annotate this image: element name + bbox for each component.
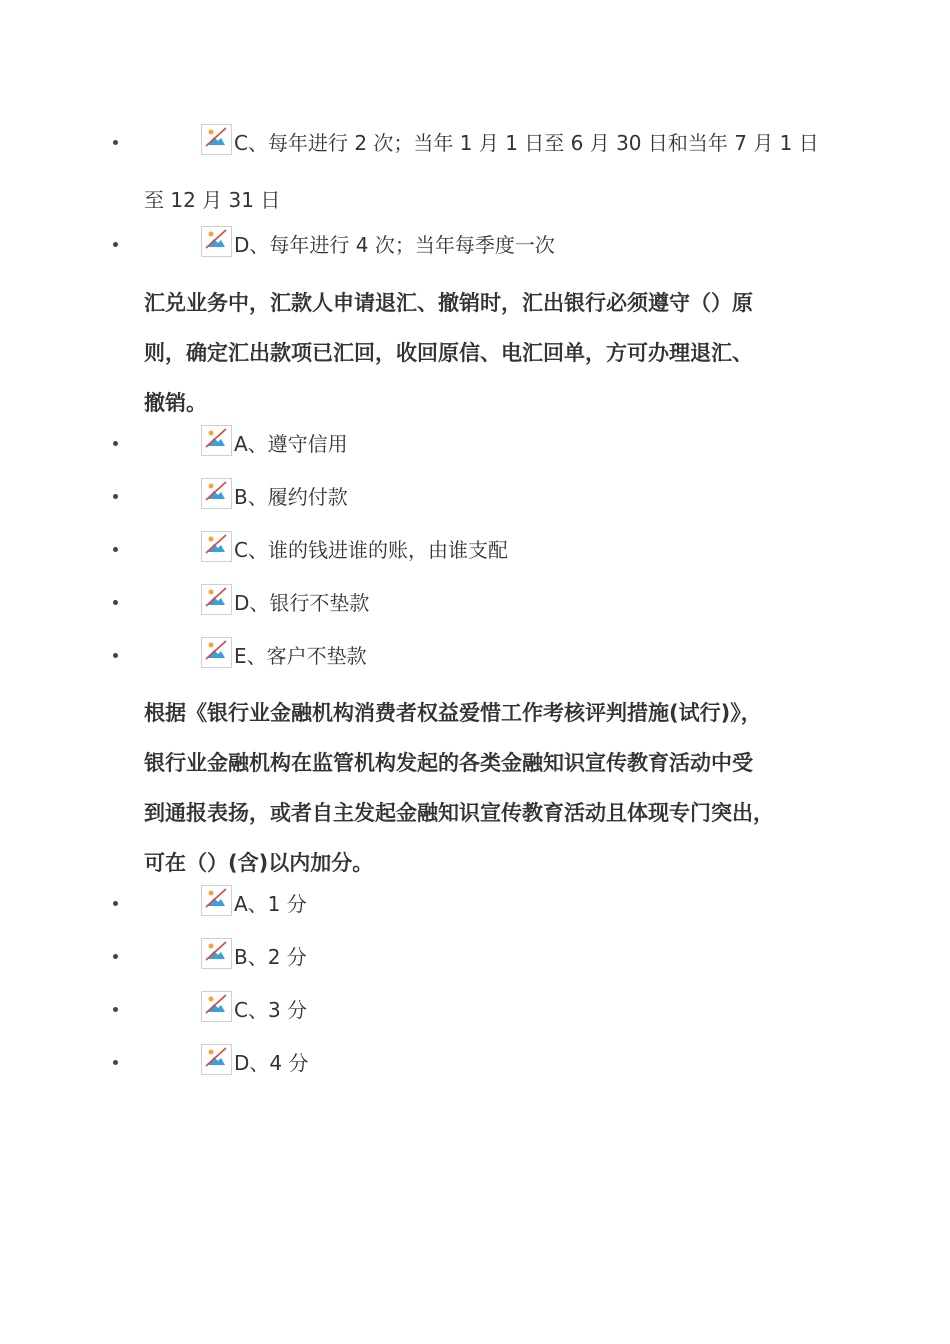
- question-line: 到通报表扬，或者自主发起金融知识宣传教育活动且体现专门突出，: [144, 801, 774, 825]
- option-text: A、遵守信用: [234, 432, 348, 456]
- broken-image-icon: [201, 425, 232, 456]
- list-item: [0, 226, 950, 266]
- broken-image-icon: [201, 531, 232, 562]
- bullet-dot: [113, 901, 118, 906]
- list-item: [0, 425, 950, 465]
- broken-image-icon: [201, 637, 232, 668]
- broken-image-icon: [201, 124, 232, 155]
- bullet-dot: [113, 441, 118, 446]
- broken-image-icon: [201, 885, 232, 916]
- broken-image-icon: [201, 584, 232, 615]
- bullet-dot: [113, 954, 118, 959]
- question-line: 根据《银行业金融机构消费者权益爱惜工作考核评判措施(试行)》，: [144, 701, 762, 725]
- option-text-continuation: 至 12 月 31 日: [144, 188, 281, 212]
- broken-image-icon: [201, 478, 232, 509]
- option-text: C、3 分: [234, 998, 308, 1022]
- question-text: [144, 688, 824, 888]
- list-item: [0, 637, 950, 677]
- list-item: [0, 531, 950, 571]
- bullet-dot: [113, 547, 118, 552]
- list-item: [0, 991, 950, 1031]
- question-line: 撤销。: [144, 391, 207, 415]
- bullet-dot: [113, 242, 118, 247]
- question-text: [144, 278, 824, 428]
- option-text: B、2 分: [234, 945, 307, 969]
- bullet-dot: [113, 140, 118, 145]
- list-item: [0, 124, 950, 164]
- list-item: [0, 938, 950, 978]
- question-line: 银行业金融机构在监管机构发起的各类金融知识宣传教育活动中受: [144, 751, 753, 775]
- broken-image-icon: [201, 1044, 232, 1075]
- list-item: [0, 1044, 950, 1084]
- option-text: A、1 分: [234, 892, 307, 916]
- question-line: 可在（）(含)以内加分。: [144, 851, 374, 875]
- broken-image-icon: [201, 991, 232, 1022]
- list-item: [0, 478, 950, 518]
- option-text: C、谁的钱进谁的账，由谁支配: [234, 538, 508, 562]
- option-text: D、每年进行 4 次；当年每季度一次: [234, 233, 555, 257]
- list-item: [0, 584, 950, 624]
- option-text: D、银行不垫款: [234, 591, 370, 615]
- bullet-dot: [113, 1007, 118, 1012]
- bullet-dot: [113, 494, 118, 499]
- option-text: B、履约付款: [234, 485, 348, 509]
- list-item: [0, 885, 950, 925]
- bullet-dot: [113, 1060, 118, 1065]
- bullet-dot: [113, 653, 118, 658]
- broken-image-icon: [201, 938, 232, 969]
- bullet-dot: [113, 600, 118, 605]
- broken-image-icon: [201, 226, 232, 257]
- option-text: C、每年进行 2 次；当年 1 月 1 日至 6 月 30 日和当年 7 月 1 日: [234, 131, 819, 155]
- option-text: D、4 分: [234, 1051, 309, 1075]
- question-line: 汇兑业务中，汇款人申请退汇、撤销时，汇出银行必须遵守（）原: [144, 291, 753, 315]
- question-line: 则，确定汇出款项已汇回，收回原信、电汇回单，方可办理退汇、: [144, 341, 753, 365]
- option-text: E、客户不垫款: [234, 644, 367, 668]
